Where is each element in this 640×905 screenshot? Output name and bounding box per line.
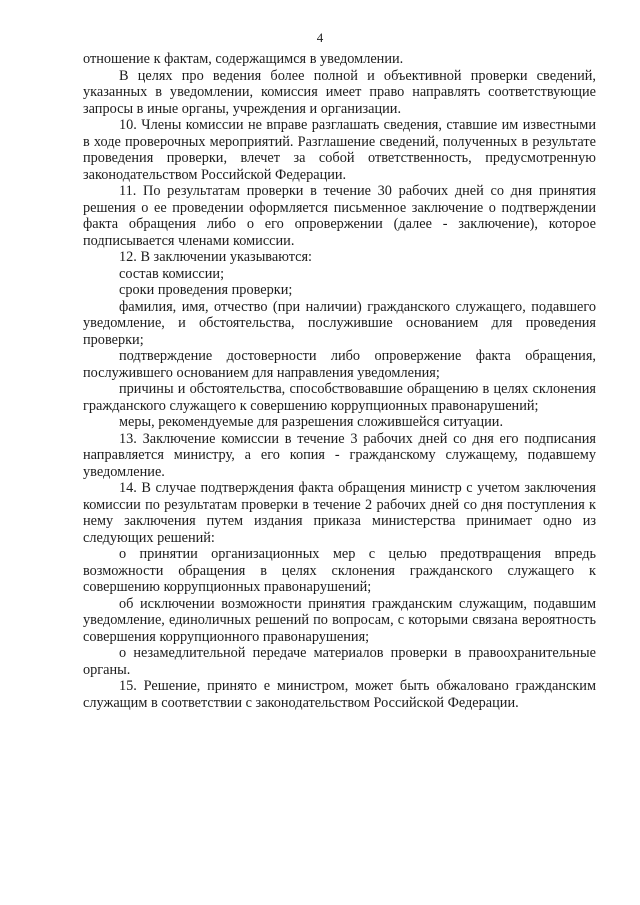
- paragraph-13: 13. Заключение комиссии в течение 3 рабочих дней со дня его подписания направляется министру, а его копия - гражданскому служащему, подавшему уведомление.: [83, 430, 596, 480]
- paragraph-11: 11. По результатам проверки в течение 30 рабочих дней со дня принятия решения о ее проведении оформляется письменное заключение о подтверждении факта обращения либо о его опровержении (далее - заключение), которое подписывается членами комиссии.: [83, 183, 596, 249]
- paragraph-10: 10. Члены комиссии не вправе разглашать сведения, ставшие им известными в ходе проверочных мероприятий. Разглашение сведений, полученных в результате проведения проверки, влечет за собой ответственность, предусмотренную законодательством Российской Федерации.: [83, 117, 596, 183]
- list-item-commission: состав комиссии;: [119, 265, 225, 282]
- list-item-terms: сроки проведения проверки;: [119, 282, 293, 298]
- paragraph-12: 12. В заключении указываются:: [119, 249, 313, 265]
- decision-item-measures: о принятии организационных мер с целью предотвращения впредь возможности обращения в целях склонения гражданского служащего к совершению коррупционных правонарушений;: [83, 546, 596, 595]
- list-item-measures: меры, рекомендуемые для разрешения сложившейся ситуации.: [119, 414, 504, 430]
- paragraph-14: 14. В случае подтверждения факта обращения министр с учетом заключения комиссии по результатам проверки в течение 2 рабочих дней со дня поступления к нему заключения путем издания приказа министерства принимает одно из следующих решений:: [83, 480, 596, 546]
- paragraph-15: 15. Решение, принято е министром, может быть обжаловано гражданским служащим в соответствии с законодательством Российской Федерации.: [83, 678, 596, 711]
- paragraph-requests: В целях про ведения более полной и объективной проверки сведений, указанных в уведомлении, комиссия имеет право направлять соответствующие запросы в иные органы, учреждения и организации.: [83, 67, 596, 117]
- list-item-reasons: причины и обстоятельства, способствовавшие обращению в целях склонения гражданского служащего к совершению коррупционных правонарушений;: [83, 381, 596, 414]
- document-body: [83, 51, 596, 711]
- list-item-name: фамилия, имя, отчество (при наличии) гражданского служащего, подавшего уведомление, и обстоятельства, послужившие основанием для проведения проверки;: [83, 298, 596, 348]
- decision-item-transfer: о незамедлительной передаче материалов проверки в правоохранительные органы.: [83, 645, 596, 678]
- page-number: 4: [316, 30, 324, 45]
- list-item-confirmation: подтверждение достоверности либо опровержение факта обращения, послужившего основанием для направления уведомления;: [83, 348, 596, 381]
- paragraph-continuation: отношение к фактам, содержащимся в уведомлении.: [83, 51, 404, 67]
- decision-item-exclusion: об исключении возможности принятия гражданским служащим, подавшим уведомление, единоличных решений по вопросам, с которыми связана вероятность совершения коррупционного правонарушения;: [83, 595, 596, 645]
